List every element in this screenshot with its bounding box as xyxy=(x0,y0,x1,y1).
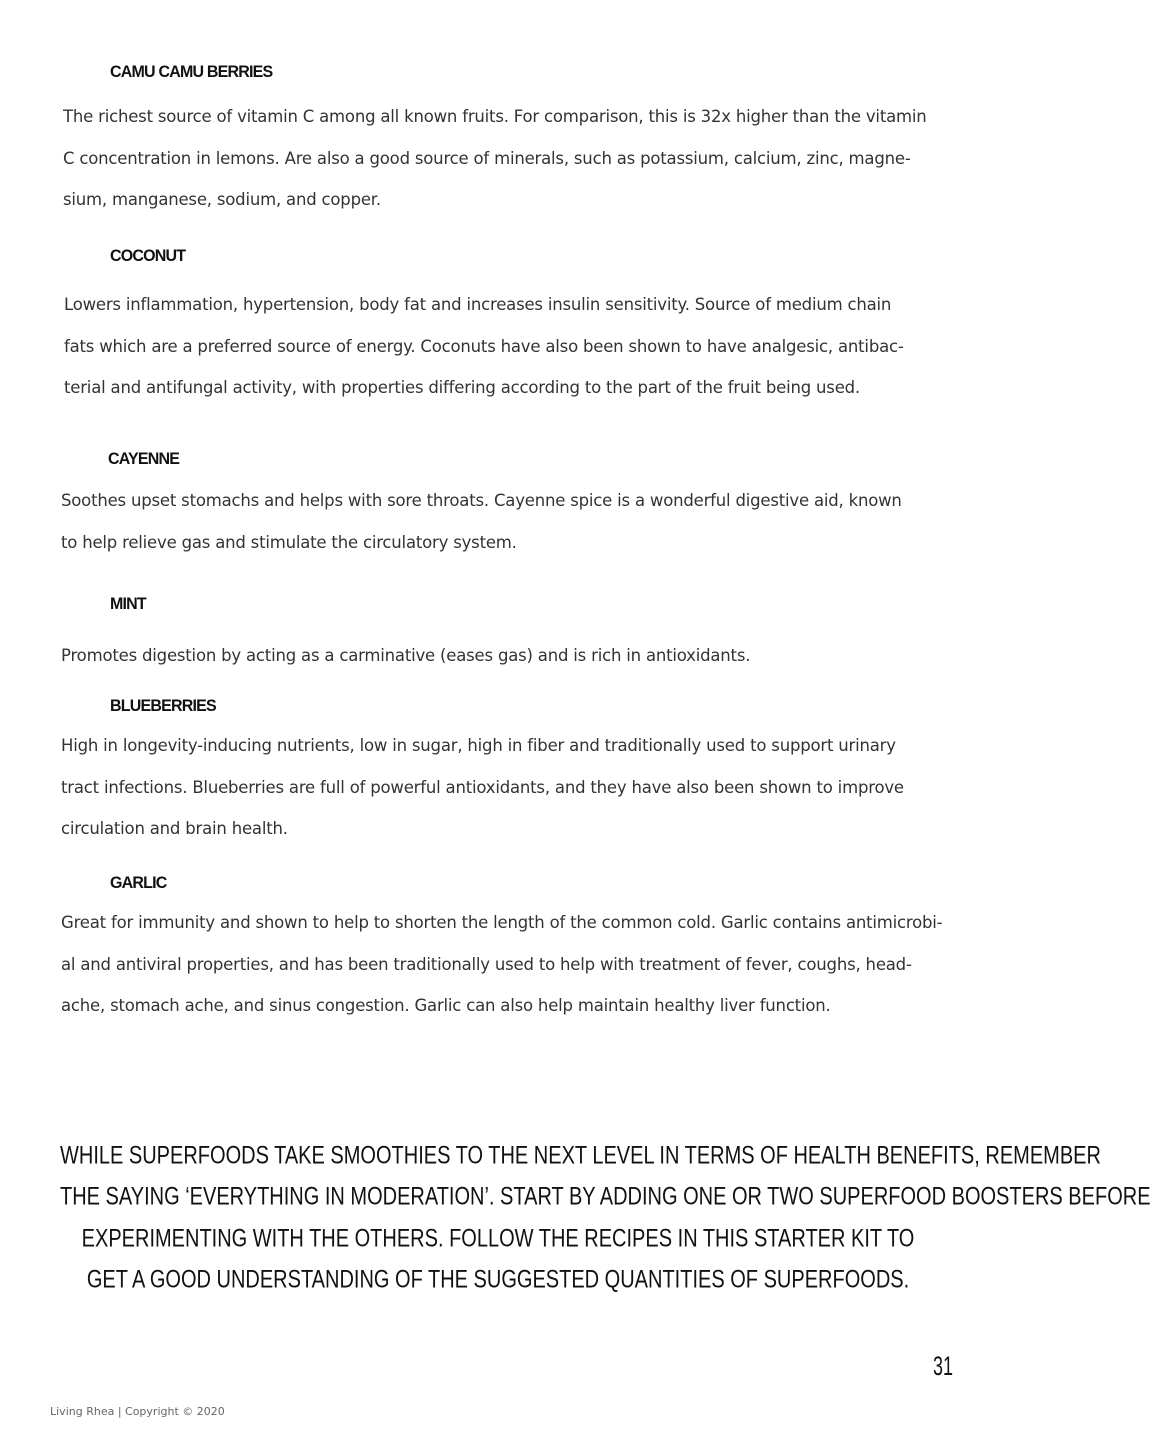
text-line: fats which are a preferred source of energy. Coconuts have also been shown to have analgesic, antibac- xyxy=(64,336,904,356)
text-line: circulation and brain health. xyxy=(61,819,288,838)
section-heading-garlic: GARLIC xyxy=(110,874,167,893)
text-line: al and antiviral properties, and has been traditionally used to help with treatment of fever, coughs, head- xyxy=(61,954,912,974)
section-heading-cayenne: CAYENNE xyxy=(108,450,180,469)
text-line: sium, manganese, sodium, and copper. xyxy=(63,190,381,209)
section-text-mint xyxy=(61,635,750,677)
callout-line: GET A GOOD UNDERSTANDING OF THE SUGGESTED QUANTITIES OF SUPERFOODS. xyxy=(86,1265,910,1294)
text-line: ache, stomach ache, and sinus congestion. Garlic can also help maintain healthy liver function. xyxy=(61,996,831,1015)
callout-line: THE SAYING ‘EVERYTHING IN MODERATION’. START BY ADDING ONE OR TWO SUPERFOOD BOOSTERS BEFORE xyxy=(60,1183,1151,1211)
callout-line: EXPERIMENTING WITH THE OTHERS. FOLLOW THE RECIPES IN THIS STARTER KIT TO xyxy=(81,1224,915,1253)
section-heading-coconut: COCONUT xyxy=(110,247,186,266)
section-text-cayenne xyxy=(61,480,902,563)
section-heading-mint: MINT xyxy=(110,595,146,614)
text-line: Promotes digestion by acting as a carminative (eases gas) and is rich in antioxidants. xyxy=(61,646,751,665)
text-line: High in longevity-inducing nutrients, low in sugar, high in fiber and traditionally used to support urinary xyxy=(61,736,896,755)
page-number: 31 xyxy=(933,1352,954,1382)
section-heading-camu-camu: CAMU CAMU BERRIES xyxy=(110,63,273,82)
text-line: to help relieve gas and stimulate the circulatory system. xyxy=(61,532,517,552)
section-text-garlic xyxy=(61,902,942,1027)
section-text-blueberries xyxy=(61,725,904,850)
text-line: Great for immunity and shown to help to shorten the length of the common cold. Garlic contains antimicrobi- xyxy=(61,913,943,932)
section-text-camu-camu xyxy=(63,96,927,221)
section-heading-blueberries: BLUEBERRIES xyxy=(110,697,216,716)
text-line: The richest source of vitamin C among all known fruits. For comparison, this is 32x higher than the vitamin xyxy=(63,107,927,126)
callout-line: WHILE SUPERFOODS TAKE SMOOTHIES TO THE NEXT LEVEL IN TERMS OF HEALTH BENEFITS, REMEMBER xyxy=(60,1142,1101,1170)
text-line: Soothes upset stomachs and helps with sore throats. Cayenne spice is a wonderful digestive aid, known xyxy=(61,491,902,510)
text-line: C concentration in lemons. Are also a good source of minerals, such as potassium, calcium, zinc, magne- xyxy=(63,148,911,168)
section-text-coconut xyxy=(64,284,904,409)
moderation-callout xyxy=(60,1136,1151,1301)
text-line: terial and antifungal activity, with properties differing according to the part of the fruit being used. xyxy=(64,378,860,397)
text-line: tract infections. Blueberries are full of powerful antioxidants, and they have also been shown to improve xyxy=(61,777,904,797)
text-line: Lowers inflammation, hypertension, body fat and increases insulin sensitivity. Source of medium chain xyxy=(64,295,892,314)
copyright-footer: Living Rhea | Copyright © 2020 xyxy=(50,1405,225,1418)
